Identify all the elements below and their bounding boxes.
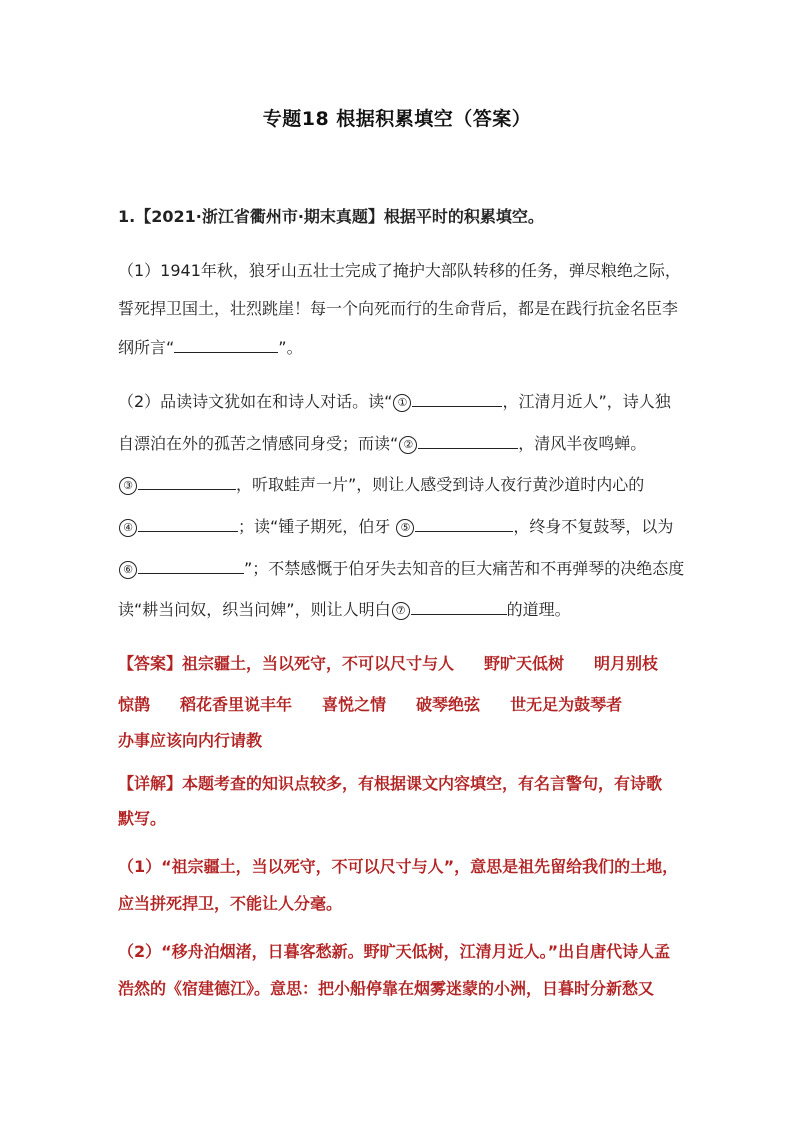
answer-item: 惊鹊 xyxy=(118,695,151,714)
part2-line5 xyxy=(118,557,684,580)
fill-blank-3[interactable] xyxy=(138,473,236,490)
fill-blank-4[interactable] xyxy=(138,515,238,532)
part2-line6-prefix: 读“耕当问奴，织当问婢”，则让人明白 xyxy=(118,600,391,619)
part2-line1 xyxy=(118,390,671,413)
blank-number-7: ⑦ xyxy=(392,602,410,620)
part2-line1-suffix: ，江清月近人”，诗人独 xyxy=(502,392,671,411)
blank-number-4: ④ xyxy=(119,519,137,537)
blank-number-3: ③ xyxy=(119,477,137,495)
fill-blank-1[interactable] xyxy=(412,390,502,407)
part2-line2-suffix: ，清风半夜鸣蝉。 xyxy=(518,434,647,453)
part2-line4-middle: ；读“锺子期死，伯牙 xyxy=(238,517,396,536)
page-title: 专题18 根据积累填空（答案） xyxy=(262,108,532,130)
answer-row2 xyxy=(118,694,652,716)
answer-item: 破琴绝弦 xyxy=(416,695,481,714)
part1-line1: （1）1941年秋，狼牙山五壮士完成了掩护大部队转移的任务，弹尽粮绝之际， xyxy=(118,261,681,280)
part2-line6 xyxy=(118,598,571,621)
part2-line5-suffix: ”；不禁感慨于伯牙失去知音的巨大痛苦和不再弹琴的决绝态度 xyxy=(244,559,685,578)
part2-line6-suffix: 的道理。 xyxy=(506,600,571,619)
answer-item: 喜悦之情 xyxy=(322,695,387,714)
part1-line3-suffix: ”。 xyxy=(278,338,303,357)
detail-text: 本题考查的知识点较多，有根据课文内容填空，有名言警句，有诗歌 xyxy=(182,774,663,793)
detail-p1-line2: 应当拼死捍卫，不能让人分毫。 xyxy=(118,894,343,913)
fill-blank-5[interactable] xyxy=(415,515,513,532)
blank-number-6: ⑥ xyxy=(119,561,137,579)
fill-blank-6[interactable] xyxy=(138,557,244,574)
fill-blank[interactable] xyxy=(174,336,278,353)
part2-line4-suffix: ，终身不复鼓琴，以为 xyxy=(513,517,674,536)
detail-p2-line1: （2）“移舟泊烟渚，日暮客愁新。野旷天低树，江清月近人。”出自唐代诗人孟 xyxy=(118,942,671,961)
answer-item: 办事应该向内行请教 xyxy=(118,731,263,750)
question-header: 1.【2021·浙江省衢州市·期末真题】根据平时的积累填空。 xyxy=(118,207,544,226)
detail-line1 xyxy=(118,773,662,795)
answer-row3 xyxy=(118,730,262,752)
part2-line2-prefix: 自漂泊在外的孤苦之情感同身受；而读“ xyxy=(118,434,399,453)
part2-line1-prefix: （2）品读诗文犹如在和诗人对话。读“ xyxy=(118,392,393,411)
detail-line2: 默写。 xyxy=(118,809,167,828)
detail-label: 【详解】 xyxy=(118,774,183,793)
part1-line2: 誓死捍卫国土，壮烈跳崖！每一个向死而行的生命背后，都是在践行抗金名臣李 xyxy=(118,299,679,318)
detail-p2-line2: 浩然的《宿建德江》。意思：把小船停靠在烟雾迷蒙的小洲，日暮时分新愁又 xyxy=(118,979,655,998)
answer-item: 明月别枝 xyxy=(594,654,659,673)
detail-p1-line1: （1）“祖宗疆土，当以死守，不可以尺寸与人”，意思是祖先留给我们的土地， xyxy=(118,857,679,876)
answer-item: 稻花香里说丰年 xyxy=(180,695,293,714)
part1-line3 xyxy=(118,336,303,359)
part2-line3-suffix: ，听取蛙声一片”，则让人感受到诗人夜行黄沙道时内心的 xyxy=(236,475,645,494)
blank-number-5: ⑤ xyxy=(396,519,414,537)
blank-number-1: ① xyxy=(393,394,411,412)
answer-label: 【答案】 xyxy=(118,654,183,673)
fill-blank-7[interactable] xyxy=(411,598,507,615)
answer-item: 祖宗疆土，当以死守，不可以尺寸与人 xyxy=(182,654,455,673)
answer-item: 野旷天低树 xyxy=(484,654,565,673)
fill-blank-2[interactable] xyxy=(418,432,518,449)
part2-line4 xyxy=(118,515,673,538)
part2-line3 xyxy=(118,473,644,496)
blank-number-2: ② xyxy=(399,436,417,454)
part1-line3-prefix: 纲所言“ xyxy=(118,338,175,357)
answer-row1 xyxy=(118,653,688,675)
part2-line2 xyxy=(118,432,646,455)
answer-item: 世无足为鼓琴者 xyxy=(510,695,623,714)
